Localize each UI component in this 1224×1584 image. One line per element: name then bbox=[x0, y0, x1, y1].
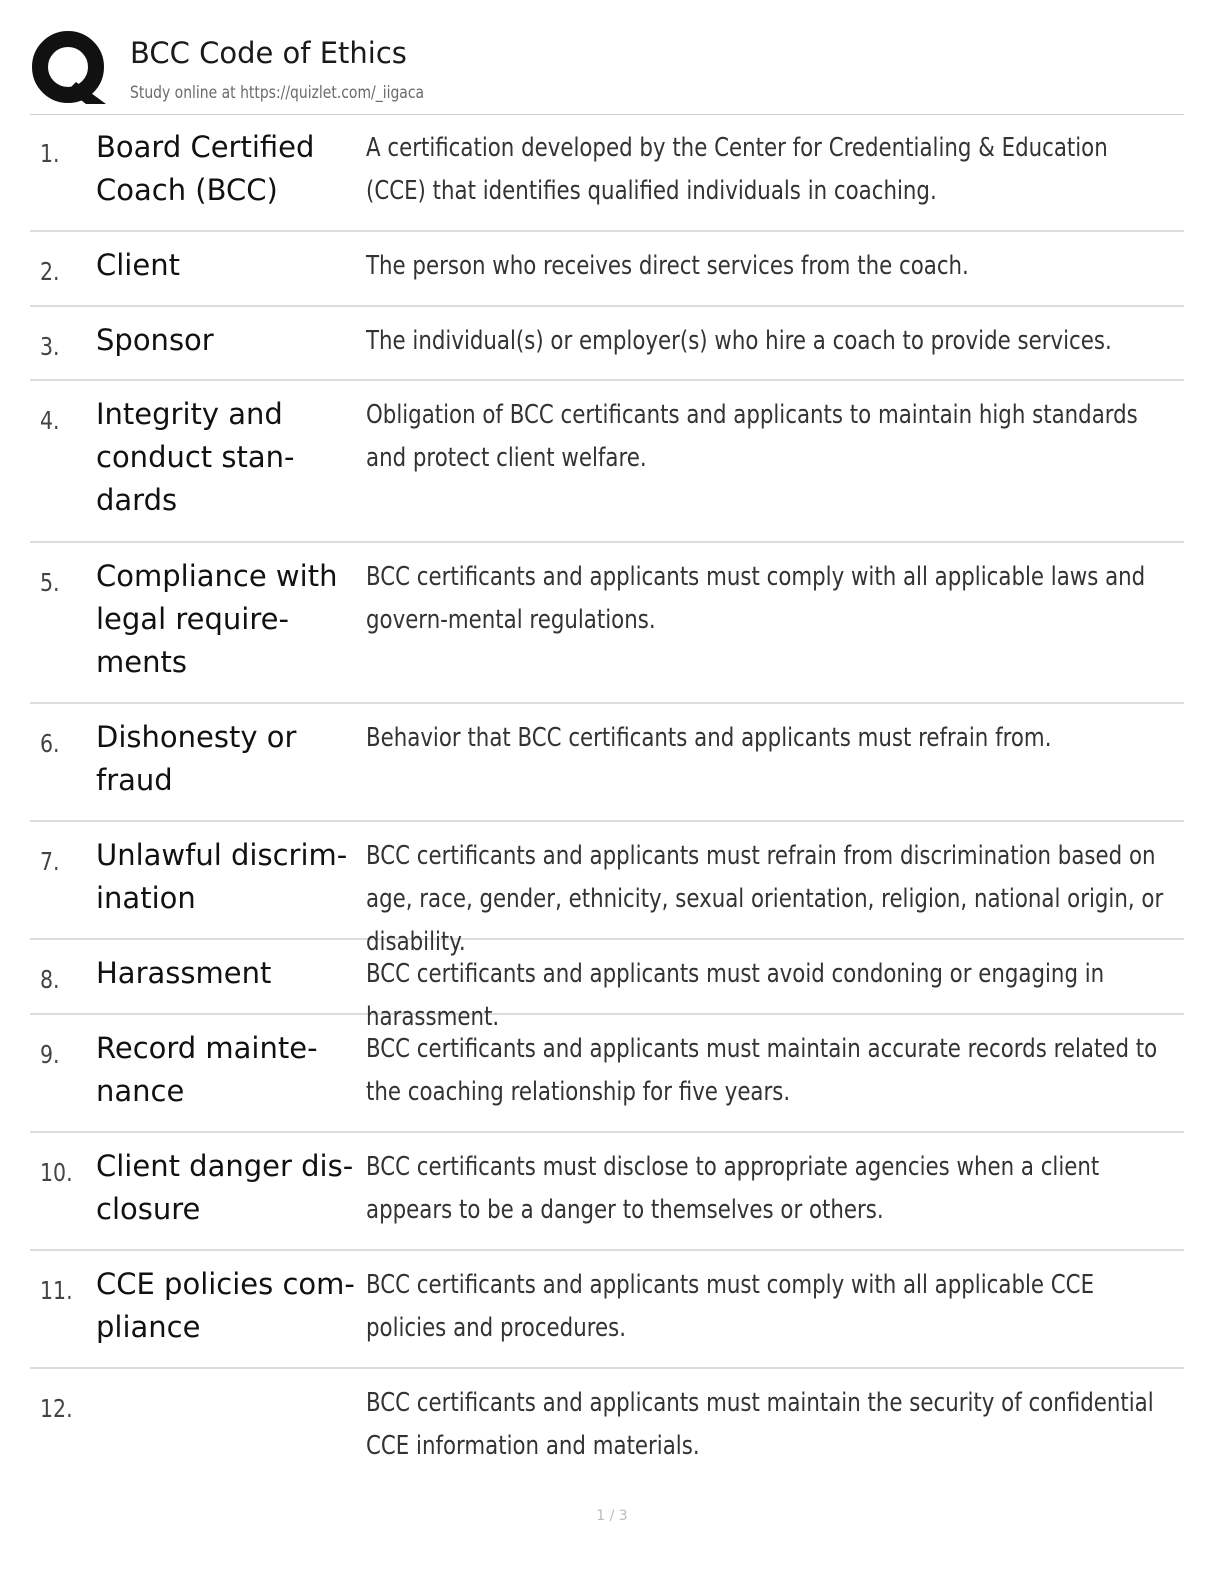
term-number: 3. bbox=[40, 332, 60, 361]
term-definition: The person who receives direct services from the coach. bbox=[366, 251, 969, 281]
term-definition: BCC certificants and applicants must maintain the security of confidential CCE information and materials. bbox=[366, 1388, 1154, 1461]
term-definition: Behavior that BCC certificants and applicants must refrain from. bbox=[366, 723, 1052, 753]
term-row bbox=[30, 822, 1184, 957]
term-row bbox=[30, 307, 1184, 381]
term-row bbox=[30, 704, 1184, 822]
term-number: 6. bbox=[40, 729, 60, 758]
term-title: Harassment bbox=[96, 956, 272, 990]
term-title: CCE policies com-pliance bbox=[96, 1267, 355, 1344]
term-title: Client danger dis-closure bbox=[96, 1149, 354, 1226]
term-number: 1. bbox=[40, 139, 60, 168]
term-title: Record mainte-nance bbox=[96, 1031, 318, 1108]
term-row bbox=[30, 940, 1184, 1032]
term-definition: BCC certificants must disclose to appropriate agencies when a client appears to be a danger to themselves or others. bbox=[366, 1152, 1100, 1225]
study-online-link[interactable]: Study online at https://quizlet.com/_iigaca bbox=[130, 83, 425, 103]
term-title: Dishonesty or fraud bbox=[96, 720, 297, 797]
term-number: 12. bbox=[40, 1394, 73, 1423]
term-definition: BCC certificants and applicants must comply with all applicable CCE policies and procedures. bbox=[366, 1270, 1095, 1343]
term-number: 8. bbox=[40, 965, 60, 994]
term-definition: BCC certificants and applicants must maintain accurate records related to the coaching relationship for five years. bbox=[366, 1034, 1158, 1107]
term-row bbox=[30, 543, 1184, 704]
term-definition: BCC certificants and applicants must avoid condoning or engaging in harassment. bbox=[366, 959, 1105, 1032]
term-row bbox=[30, 1015, 1184, 1133]
term-number: 5. bbox=[40, 568, 60, 597]
term-row bbox=[30, 381, 1184, 543]
term-definition: Obligation of BCC certificants and applicants to maintain high standards and protect client welfare. bbox=[366, 400, 1138, 473]
terms-list bbox=[30, 114, 1184, 1487]
term-title: Sponsor bbox=[96, 323, 214, 357]
term-number: 10. bbox=[40, 1158, 73, 1187]
term-title: Compliance with legal require-ments bbox=[96, 559, 338, 679]
term-definition: The individual(s) or employer(s) who hire a coach to provide services. bbox=[366, 326, 1112, 356]
document-header bbox=[30, 30, 1184, 115]
term-title: Integrity and conduct stan-dards bbox=[96, 397, 295, 517]
term-row bbox=[30, 1133, 1184, 1251]
term-definition: BCC certificants and applicants must comply with all applicable laws and govern-mental regulations. bbox=[366, 562, 1146, 635]
page-number: 1 / 3 bbox=[596, 1508, 628, 1524]
quizlet-q-logo-icon bbox=[30, 30, 110, 106]
term-row bbox=[30, 114, 1184, 232]
term-definition: BCC certificants and applicants must refrain from discrimination based on age, race, gender, ethnicity, sexual orientation, religion, national origin, or disability. bbox=[366, 841, 1164, 957]
term-number: 7. bbox=[40, 847, 60, 876]
term-number: 11. bbox=[40, 1276, 73, 1305]
term-definition: A certification developed by the Center for Credentialing & Education (CCE) that identifies qualified individuals in coaching. bbox=[366, 133, 1108, 206]
term-title: Client bbox=[96, 248, 180, 282]
term-title: Board Certified Coach (BCC) bbox=[96, 130, 315, 207]
term-number: 2. bbox=[40, 257, 60, 286]
term-row bbox=[30, 1369, 1184, 1487]
term-title: Unlawful discrim-ination bbox=[96, 838, 348, 915]
term-number: 4. bbox=[40, 406, 60, 435]
term-row bbox=[30, 1251, 1184, 1369]
document-title: BCC Code of Ethics bbox=[130, 36, 407, 70]
term-row bbox=[30, 232, 1184, 307]
term-number: 9. bbox=[40, 1040, 60, 1069]
